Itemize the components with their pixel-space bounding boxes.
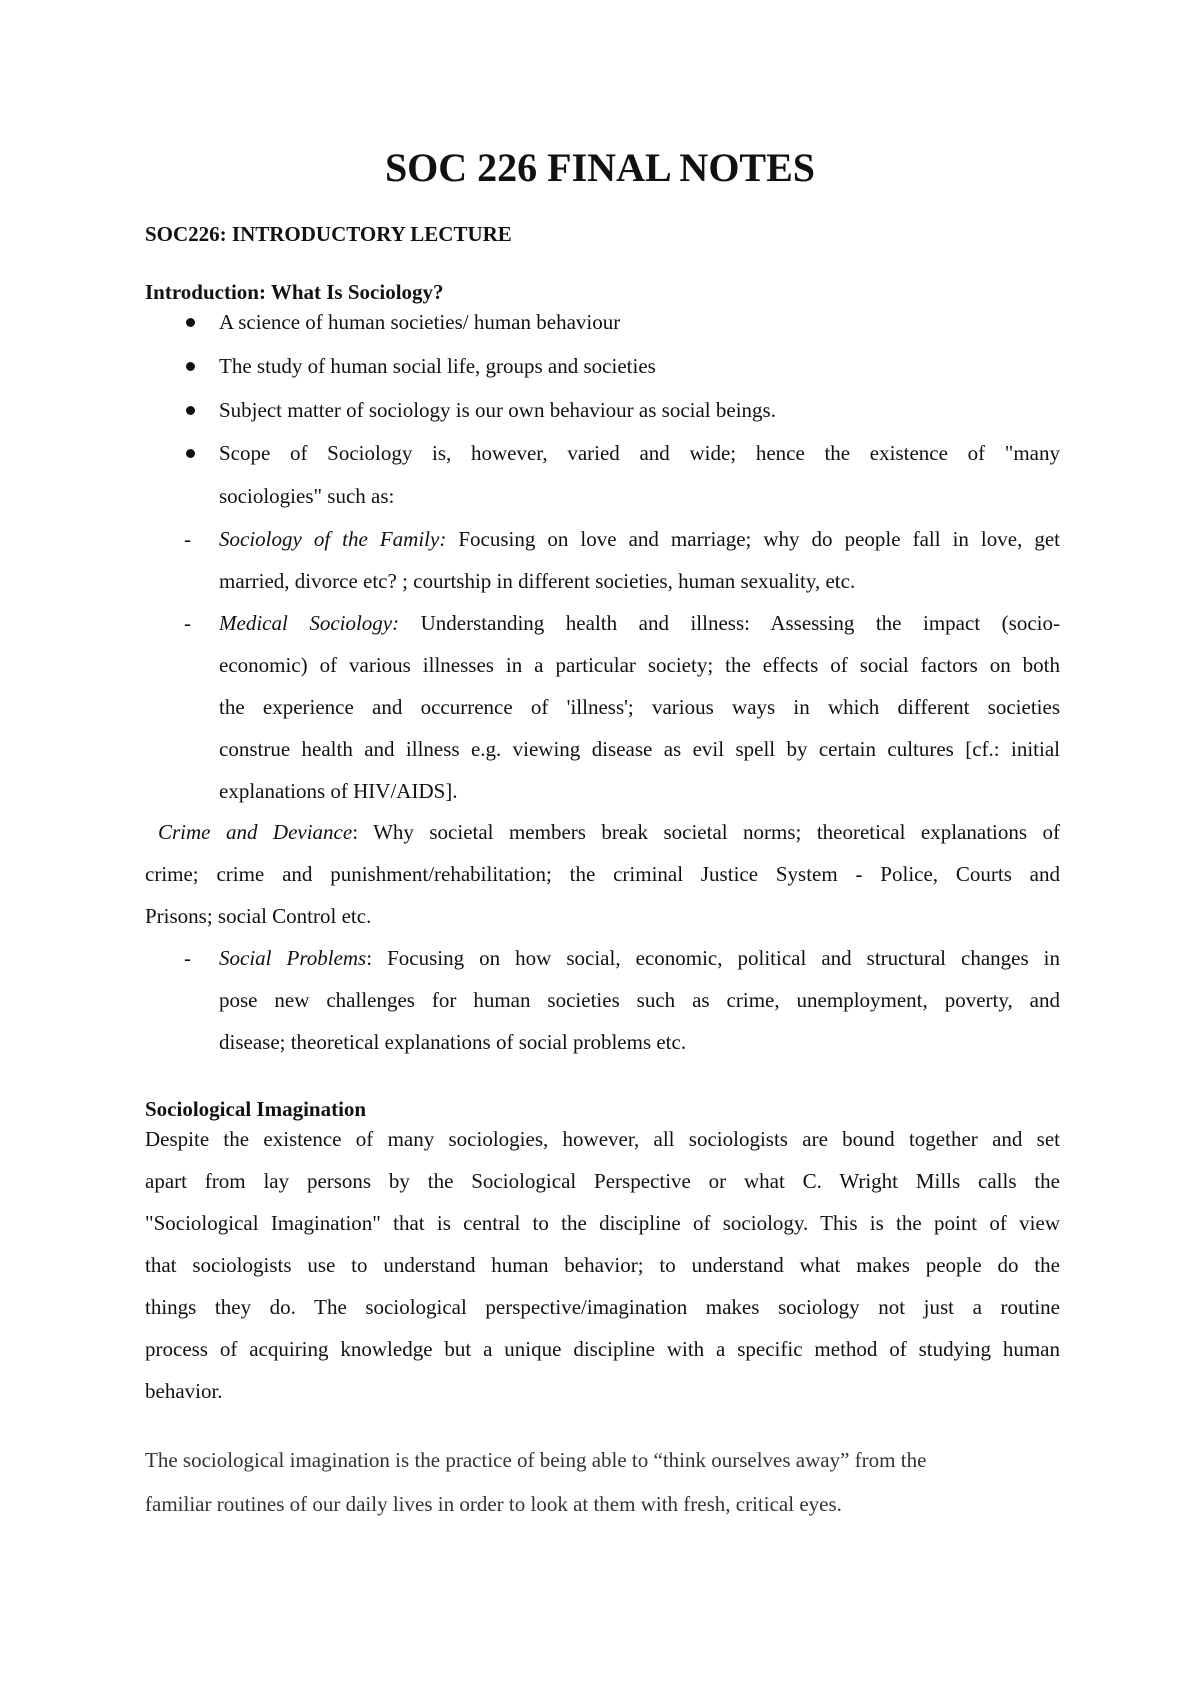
social-problems-line-1 (219, 946, 1060, 974)
document-title: SOC 226 FINAL NOTES (384, 145, 816, 190)
closing-line-2: familiar routines of our daily lives in order to look at them with fresh, critical eyes. (145, 1492, 842, 1516)
social-problems-line-2: pose new challenges for human societies such as crime, unemployment, poverty, and (219, 988, 1060, 1012)
imagination-line-7: behavior. (145, 1379, 223, 1403)
crime-term: Crime and Deviance (158, 820, 353, 844)
bullet-item (0, 441, 1200, 471)
medical-text: Understanding health and illness: Assessing the impact (socio- (420, 611, 1060, 635)
imagination-line-6: process of acquiring knowledge but a unique discipline with a specific method of studying human (145, 1337, 1060, 1361)
intro-heading: Introduction: What Is Sociology? (145, 280, 444, 304)
family-text: Focusing on love and marriage; why do people fall in love, get (458, 527, 1060, 551)
bullet-dot-icon (186, 449, 195, 458)
imagination-line-4: that sociologists use to understand human behavior; to understand what makes people do the (145, 1253, 1060, 1277)
family-line-2: married, divorce etc? ; courtship in different societies, human sexuality, etc. (219, 569, 856, 593)
bullet-item (0, 398, 1200, 428)
imagination-line-5: things they do. The sociological perspective/imagination makes sociology not just a routine (145, 1295, 1060, 1319)
lecture-heading: SOC226: INTRODUCTORY LECTURE (145, 222, 512, 246)
bullet-item (0, 310, 1200, 340)
bullet-continuation: sociologies" such as: (219, 484, 395, 508)
dash-marker: - (184, 527, 191, 551)
family-term: Sociology of the Family: (219, 527, 447, 551)
dash-marker: - (184, 946, 191, 970)
bullet-dot-icon (186, 406, 195, 415)
bullet-text: Scope of Sociology is, however, varied and wide; hence the existence of "many (219, 441, 1060, 465)
medical-line-4: construe health and illness e.g. viewing disease as evil spell by certain cultures [cf.: initial (219, 737, 1060, 761)
family-line-1 (219, 527, 1060, 555)
medical-line-3: the experience and occurrence of 'illness'; various ways in which different societies (219, 695, 1060, 719)
bullet-text: The study of human social life, groups and societies (219, 354, 656, 378)
crime-line-3: Prisons; social Control etc. (145, 904, 372, 928)
social-problems-text: : Focusing on how social, economic, political and structural changes in (366, 946, 1060, 970)
medical-line-2: economic) of various illnesses in a particular society; the effects of social factors on both (219, 653, 1060, 677)
imagination-line-2: apart from lay persons by the Sociological Perspective or what C. Wright Mills calls the (145, 1169, 1060, 1193)
social-problems-line-3: disease; theoretical explanations of social problems etc. (219, 1030, 687, 1054)
bullet-dot-icon (186, 318, 195, 327)
bullet-dot-icon (186, 362, 195, 371)
imagination-line-3: "Sociological Imagination" that is central to the discipline of sociology. This is the point of view (145, 1211, 1060, 1235)
crime-line-1 (158, 820, 1060, 848)
imagination-line-1: Despite the existence of many sociologies, however, all sociologists are bound together and set (145, 1127, 1060, 1151)
medical-term: Medical Sociology: (219, 611, 400, 635)
closing-line-1: The sociological imagination is the practice of being able to “think ourselves away” from the (145, 1448, 927, 1472)
social-problems-term: Social Problems (219, 946, 367, 970)
crime-text: : Why societal members break societal norms; theoretical explanations of (352, 820, 1060, 844)
bullet-text: Subject matter of sociology is our own behaviour as social beings. (219, 398, 776, 422)
crime-line-2: crime; crime and punishment/rehabilitation; the criminal Justice System - Police, Courts and (145, 862, 1060, 886)
imagination-heading: Sociological Imagination (145, 1097, 367, 1121)
dash-marker: - (184, 611, 191, 635)
medical-line-5: explanations of HIV/AIDS]. (219, 779, 458, 803)
medical-line-1 (219, 611, 1060, 639)
bullet-item (0, 354, 1200, 384)
bullet-text: A science of human societies/ human behaviour (219, 310, 621, 334)
